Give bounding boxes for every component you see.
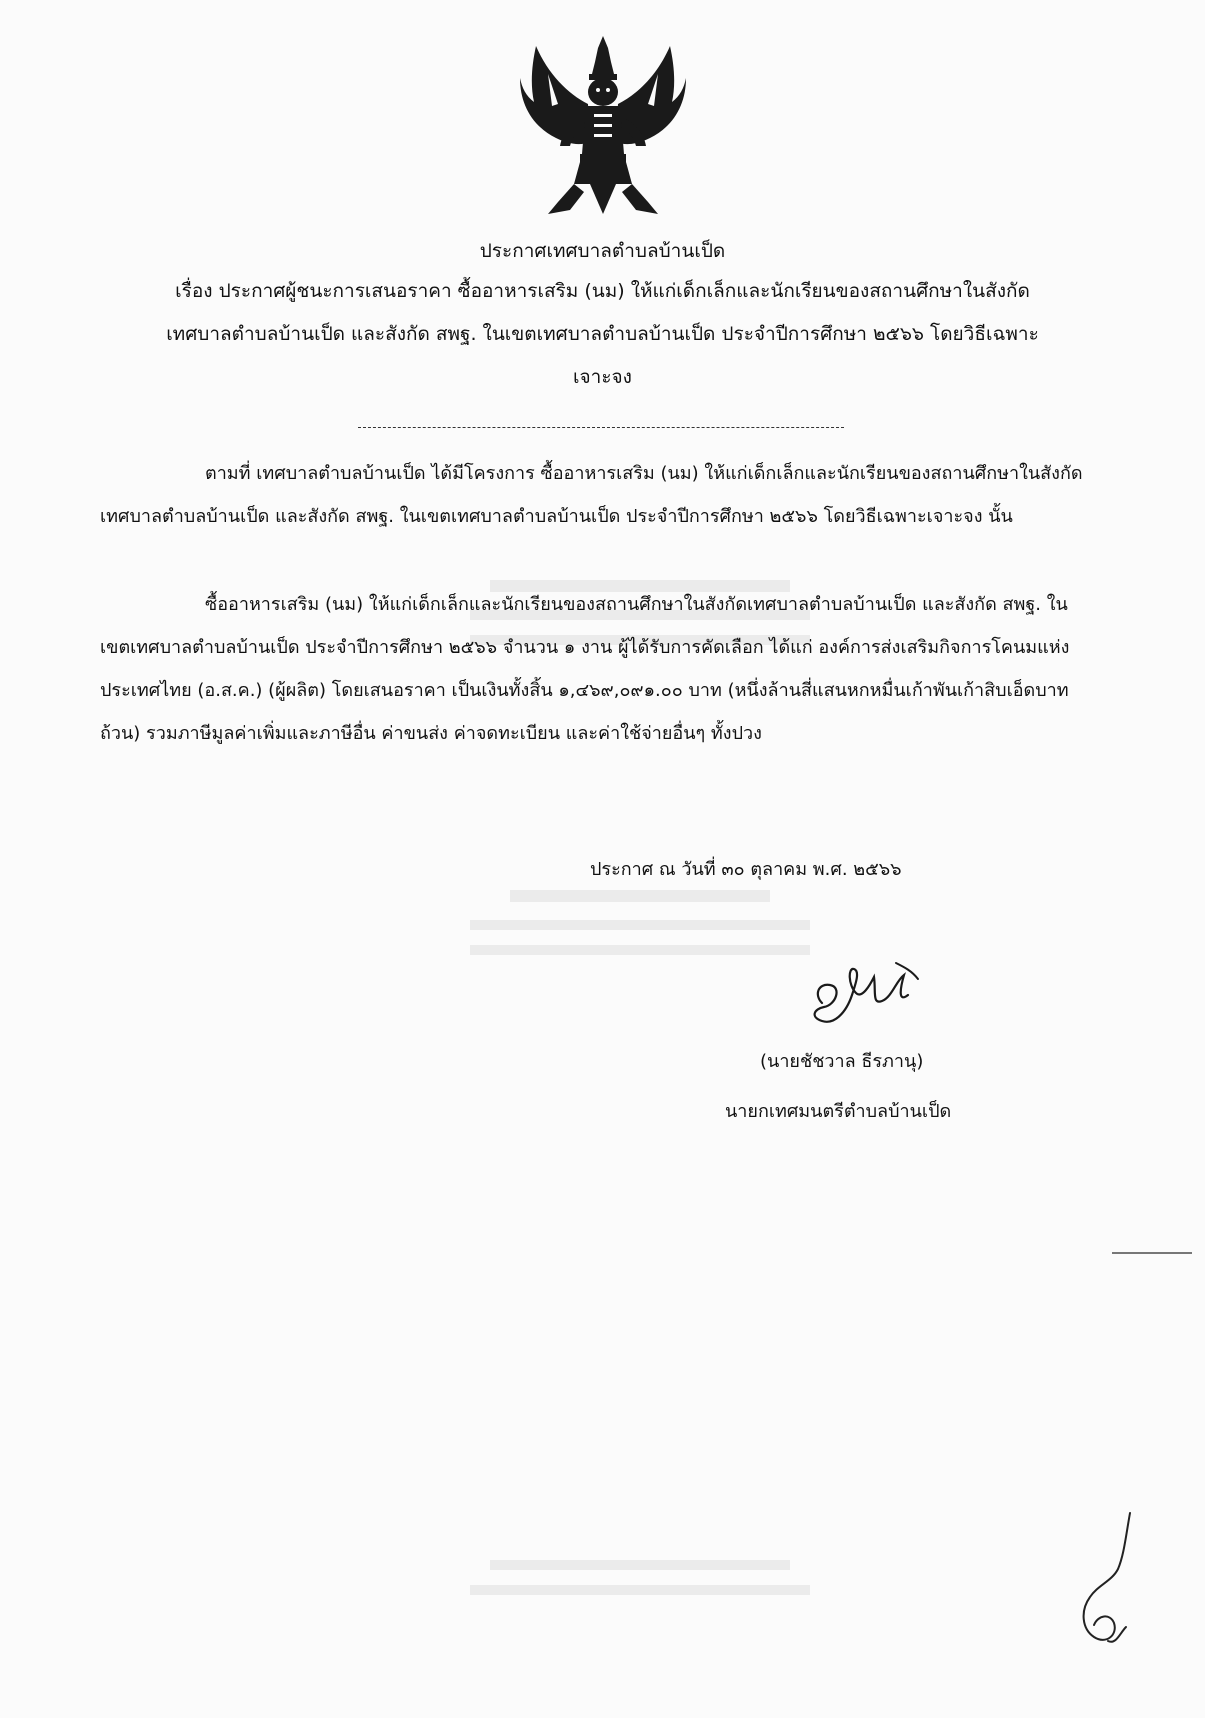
scan-mark [1112, 1252, 1192, 1254]
handwritten-signature-icon [800, 955, 930, 1030]
subject-line: เจาะจง [573, 366, 632, 388]
document-subject [100, 270, 1105, 399]
document-title: ประกาศเทศบาลตำบลบ้านเป็ด [479, 240, 726, 262]
divider [358, 427, 844, 428]
subject-line: เรื่อง ประกาศผู้ชนะการเสนอราคา ซื้ออาหารเสริม (นม) ให้แก่เด็กเล็กและนักเรียนของสถานศึกษาในสังกัด [175, 280, 1030, 302]
handwritten-initials-icon [1068, 1505, 1148, 1655]
garuda-emblem-icon [518, 34, 688, 216]
body-paragraph-2 [100, 583, 1090, 755]
paragraph-text: ซื้ออาหารเสริม (นม) ให้แก่เด็กเล็กและนักเรียนของสถานศึกษาในสังกัดเทศบาลตำบลบ้านเป็ด และสังกัด สพฐ. ในเขตเทศบาลตำบลบ้านเป็ด ประจำปีการศึกษา ๒๕๖๖ จำนวน ๑ งาน ผู้ได้รับการคัดเลือก ได้แก่ องค์การส่งเสริมกิจการโคนมแห่งประเทศไทย (อ.ส.ค.) (ผู้ผลิต) โดยเสนอราคา เป็นเงินทั้งสิ้น ๑,๔๖๙,๐๙๑.๐๐ บาท (หนึ่งล้านสี่แสนหกหมื่นเก้าพันเก้าสิบเอ็ดบาทถ้วน) รวมภาษีมูลค่าเพิ่มและภาษีอื่น ค่าขนส่ง ค่าจดทะเบียน และค่าใช้จ่ายอื่นๆ ทั้งปวง [100, 594, 1070, 744]
signer-title: นายกเทศมนตรีตำบลบ้านเป็ด [725, 1101, 952, 1122]
signer-name: (นายชัชวาล ธีรภานุ) [760, 1051, 924, 1072]
paragraph-text: ตามที่ เทศบาลตำบลบ้านเป็ด ได้มีโครงการ ซื้ออาหารเสริม (นม) ให้แก่เด็กเล็กและนักเรียนของสถานศึกษาในสังกัดเทศบาลตำบลบ้านเป็ด และสังกัด สพฐ. ในเขตเทศบาลตำบลบ้านเป็ด ประจำปีการศึกษา ๒๕๖๖ โดยวิธีเฉพาะเจาะจง นั้น [100, 463, 1083, 527]
announcement-date: ประกาศ ณ วันที่ ๓๐ ตุลาคม พ.ศ. ๒๕๖๖ [590, 859, 902, 880]
subject-line: เทศบาลตำบลบ้านเป็ด และสังกัด สพฐ. ในเขตเทศบาลตำบลบ้านเป็ด ประจำปีการศึกษา ๒๕๖๖ โดยวิธีเฉพาะ [166, 323, 1039, 345]
body-paragraph-1 [100, 452, 1090, 538]
